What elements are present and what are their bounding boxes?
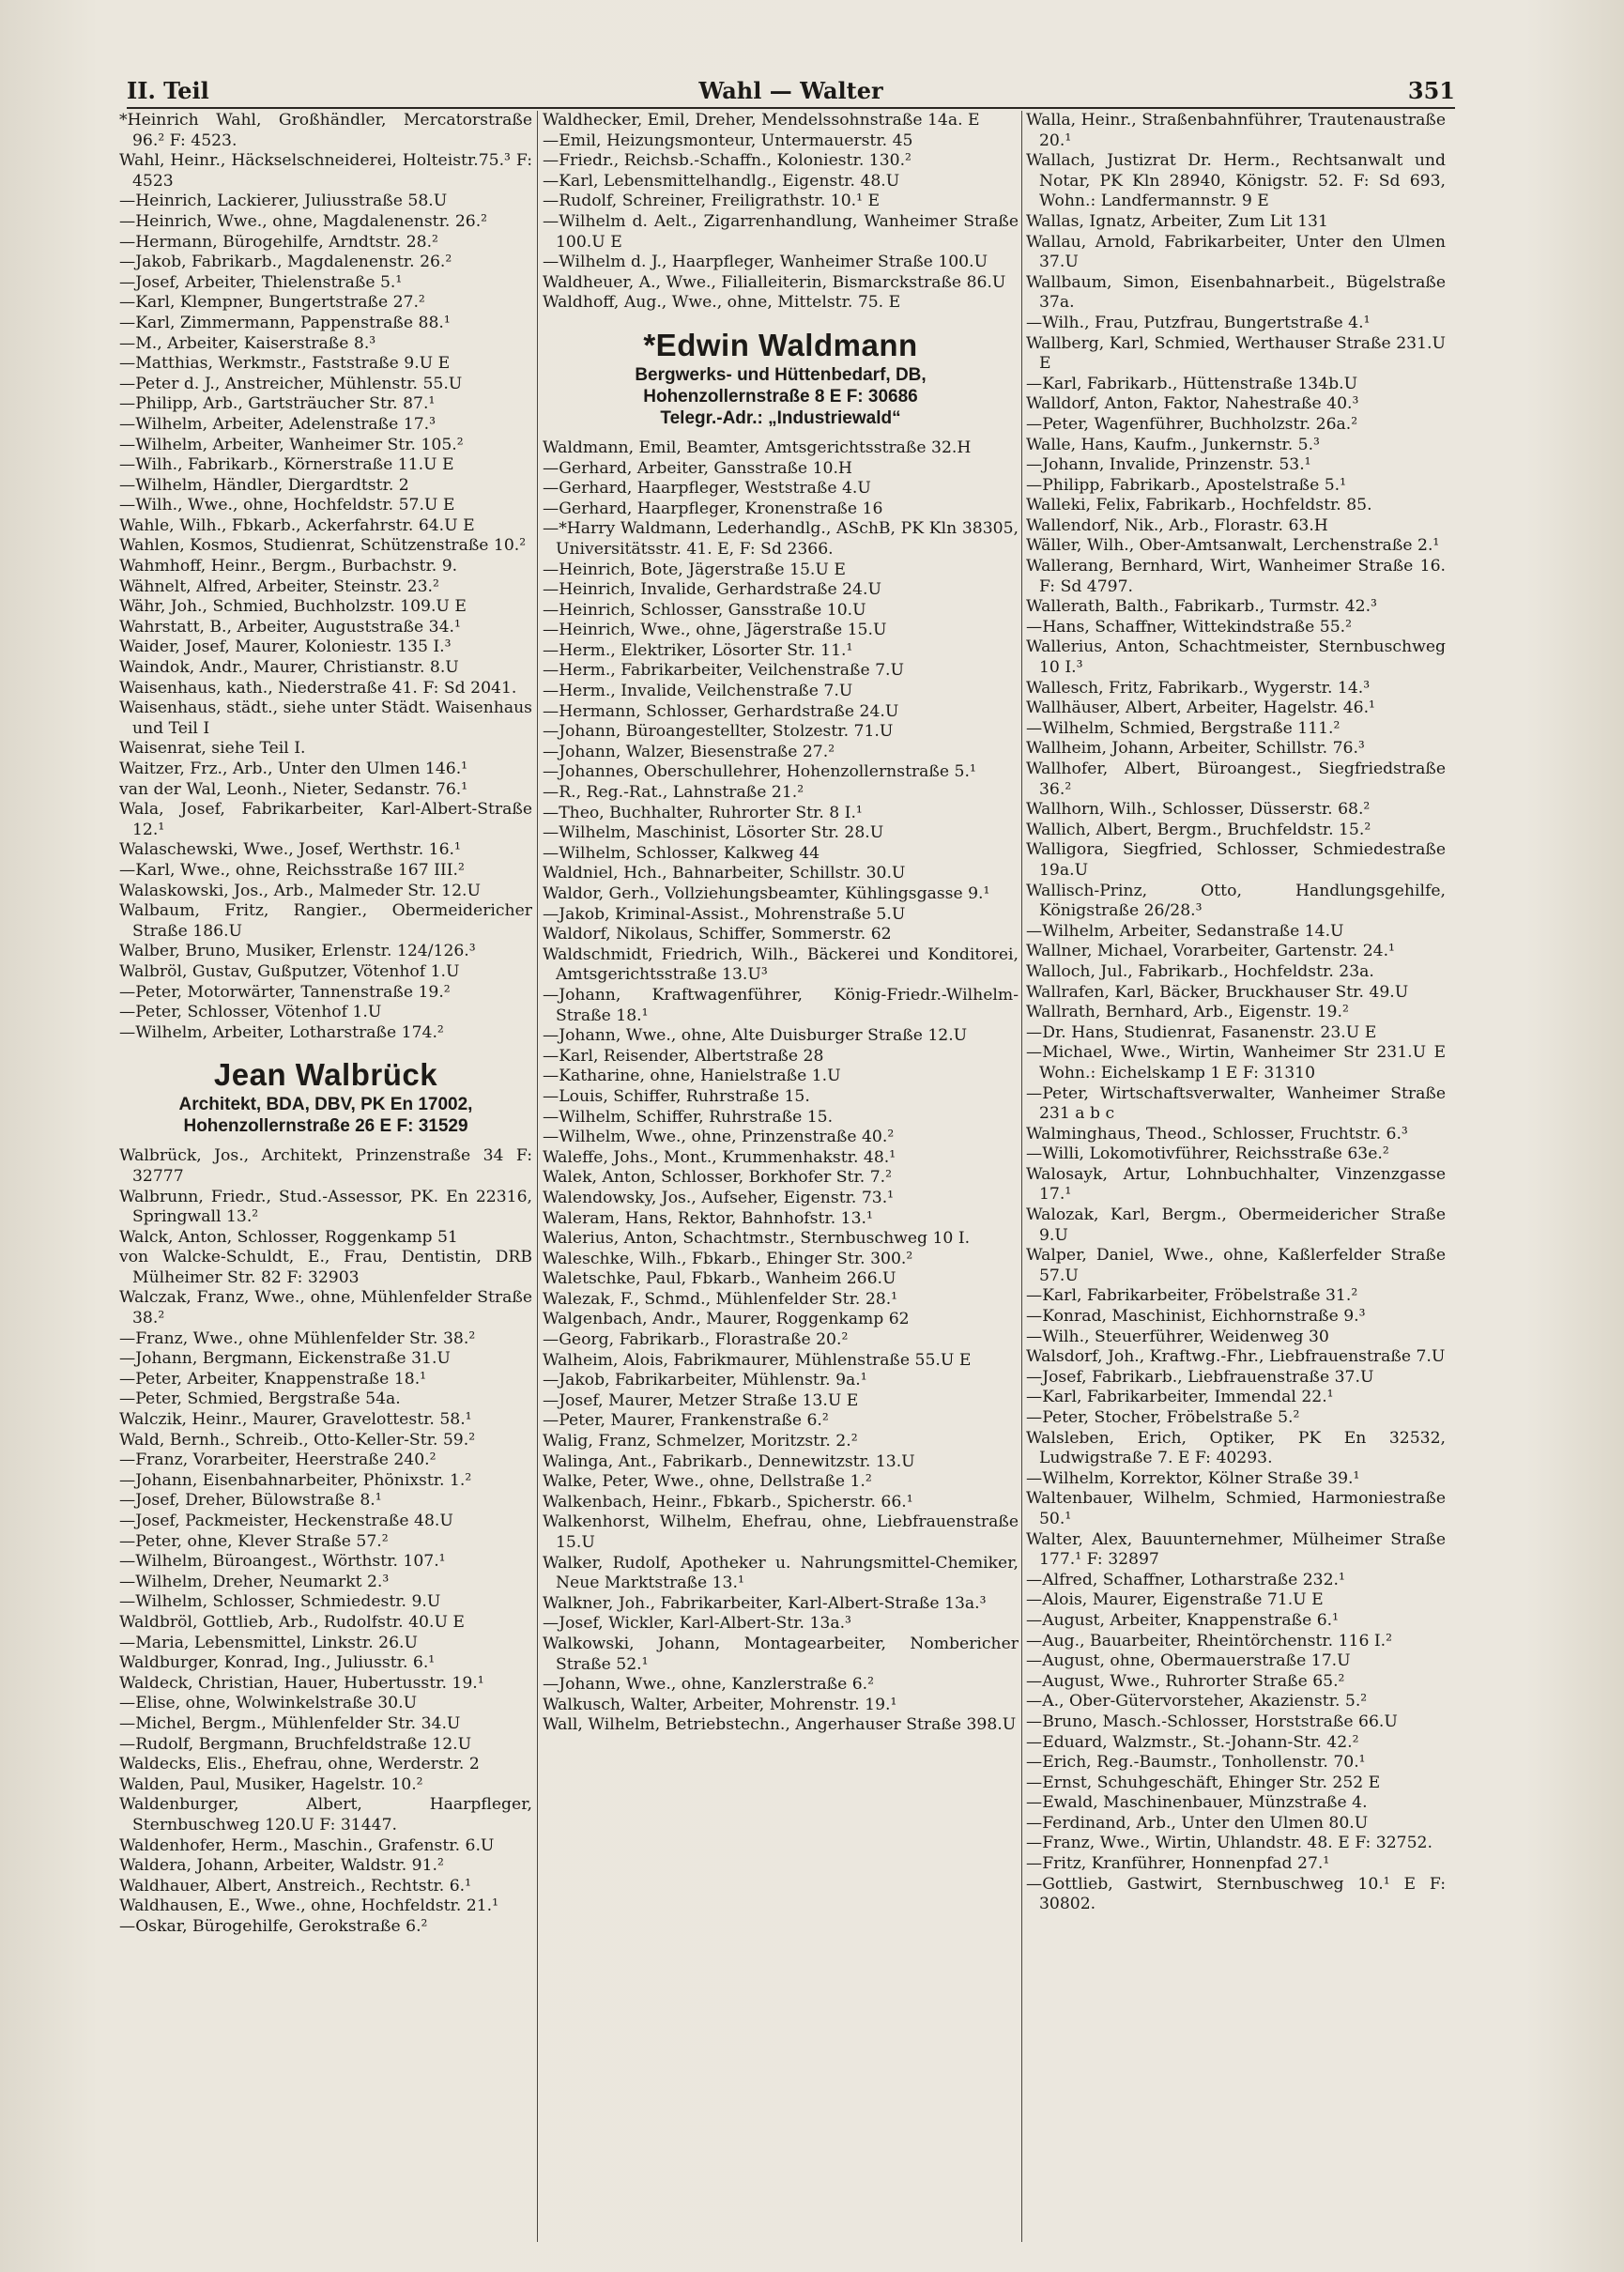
directory-entry: —*Harry Waldmann, Lederhandlg., ASchB, PK Kln 38305, Universitätsstr. 41. E, F: Sd 2366. [543, 519, 1019, 559]
directory-entry: Walig, Franz, Schmelzer, Moritzstr. 2.² [543, 1432, 858, 1451]
directory-entry: Wallrafen, Karl, Bäcker, Bruckhauser Str. 49.U [1026, 982, 1409, 1002]
directory-entry: —Eduard, Walzmstr., St.-Johann-Str. 42.² [1026, 1732, 1359, 1752]
directory-entry: —Peter, Maurer, Frankenstraße 6.² [543, 1411, 829, 1431]
directory-entry: —Wilhelm, Arbeiter, Adelenstraße 17.³ [119, 414, 436, 434]
directory-entry: Waindok, Andr., Maurer, Christianstr. 8.U [119, 658, 459, 678]
directory-entry: —Wilhelm, Maschinist, Lösorter Str. 28.U [543, 823, 884, 843]
directory-entry: —Franz, Wwe., Wirtin, Uhlandstr. 48. E F: 32752. [1026, 1834, 1432, 1853]
directory-entry: —Peter, Schmied, Bergstraße 54a. [119, 1389, 401, 1409]
directory-entry: Wahlen, Kosmos, Studienrat, Schützenstraße 10.² [119, 536, 527, 556]
directory-entry: —Aug., Bauarbeiter, Rheintörchenstr. 116 I.² [1026, 1631, 1393, 1650]
directory-entry: —Michael, Wwe., Wirtin, Wanheimer Str 231.U E Wohn.: Eichelskamp 1 E F: 31310 [1026, 1043, 1446, 1082]
directory-entry: Walsdorf, Joh., Kraftwg.-Fhr., Liebfrauenstraße 7.U [1026, 1347, 1446, 1367]
directory-entry: Waldbröl, Gottlieb, Arb., Rudolfstr. 40.U E [119, 1612, 465, 1632]
directory-entry: *Heinrich Wahl, Großhändler, Mercatorstraße 96.² F: 4523. [119, 111, 532, 150]
ad-line: Hohenzollernstraße 26 E F: 31529 [183, 1116, 468, 1137]
directory-entry: —August, Wwe., Ruhrorter Straße 65.² [1026, 1671, 1345, 1691]
directory-entry: —Wilh., Fabrikarb., Körnerstraße 11.U E [119, 455, 454, 475]
directory-entry: —Josef, Packmeister, Heckenstraße 48.U [119, 1512, 453, 1530]
directory-entry: —Franz, Wwe., ohne Mühlenfelder Str. 38.² [119, 1328, 476, 1348]
directory-entry: —Karl, Zimmermann, Pappenstraße 88.¹ [119, 313, 451, 332]
directory-entry: —Wilhelm d. Aelt., Zigarrenhandlung, Wanheimer Straße 100.U E [543, 211, 1019, 252]
directory-entry: —Gerhard, Haarpfleger, Weststraße 4.U [543, 479, 871, 499]
directory-entry: —Theo, Buchhalter, Ruhrorter Str. 8 I.¹ [543, 803, 863, 822]
directory-entry: Waldniel, Hch., Bahnarbeiter, Schillstr. 30.U [543, 864, 906, 883]
directory-entry: —Josef, Arbeiter, Thielenstraße 5.¹ [119, 272, 403, 292]
directory-entry: —Oskar, Bürogehilfe, Gerokstraße 6.² [119, 1916, 428, 1936]
directory-entry: —Gottlieb, Gastwirt, Sternbuschweg 10.¹ E F: 30802. [1026, 1874, 1446, 1914]
directory-entry: Waider, Josef, Maurer, Koloniestr. 135 I.³ [119, 637, 452, 657]
directory-entry: —Wilh., Wwe., ohne, Hochfeldstr. 57.U E [119, 496, 455, 515]
directory-entry: Wallendorf, Nik., Arb., Florastr. 63.H [1026, 515, 1328, 535]
directory-entry: —Herm., Elektriker, Lösorter Str. 11.¹ [543, 640, 853, 660]
directory-entry: —Maria, Lebensmittel, Linkstr. 26.U [119, 1633, 418, 1652]
directory-entry: Wallesch, Fritz, Fabrikarb., Wygerstr. 14.³ [1026, 678, 1371, 698]
running-head: Wahl — Walter [698, 77, 883, 104]
directory-entry: Wallheim, Johann, Arbeiter, Schillstr. 76.³ [1026, 739, 1365, 759]
directory-entry: —Johann, Eisenbahnarbeiter, Phönixstr. 1.² [119, 1470, 472, 1490]
directory-entry: —Herm., Invalide, Veilchenstraße 7.U [543, 682, 853, 701]
directory-entry: Wallbaum, Simon, Eisenbahnarbeit., Bügelstraße 37a. [1026, 272, 1446, 313]
directory-entry: Wallach, Justizrat Dr. Herm., Rechtsanwalt und Notar, PK Kln 28940, Königstr. 52. F: Sd 693, Wohn.: Landfermannstr. 9 E [1026, 151, 1446, 211]
directory-entry: Walligora, Siegfried, Schlosser, Schmiedestraße 19a.U [1026, 840, 1446, 880]
page-header [127, 77, 1455, 109]
directory-entry: Walker, Rudolf, Apotheker u. Nahrungsmittel-Chemiker, Neue Marktstraße 13.¹ [543, 1553, 1019, 1593]
directory-entry: Walezak, F., Schmd., Mühlenfelder Str. 28.¹ [543, 1289, 898, 1309]
directory-entry: —Hans, Schaffner, Wittekindstraße 55.² [1026, 617, 1353, 637]
directory-entry: Walldorf, Anton, Faktor, Nahestraße 40.³ [1026, 394, 1359, 414]
directory-entry: —Philipp, Fabrikarb., Apostelstraße 5.¹ [1026, 475, 1346, 495]
directory-entry: —Josef, Fabrikarb., Liebfrauenstraße 37.U [1026, 1367, 1374, 1387]
directory-entry: —Johann, Kraftwagenführer, König-Friedr.-Wilhelm-Straße 18.¹ [543, 985, 1019, 1025]
directory-entry: Waldorf, Nikolaus, Schiffer, Sommerstr. 62 [543, 925, 892, 944]
directory-entry: —Erich, Reg.-Baumstr., Tonhollenstr. 70.¹ [1026, 1753, 1366, 1773]
directory-entry: —Fritz, Kranführer, Honnenpfad 27.¹ [1026, 1854, 1330, 1874]
directory-entry: —Ewald, Maschinenbauer, Münzstraße 4. [1026, 1793, 1368, 1813]
directory-entry: —Willi, Lokomotivführer, Reichsstraße 63e.² [1026, 1144, 1389, 1164]
directory-entry: Wallerang, Bernhard, Wirt, Wanheimer Straße 16. F: Sd 4797. [1026, 557, 1446, 596]
directory-entry: —Peter, Wirtschaftsverwalter, Wanheimer Straße 231 a b c [1026, 1083, 1446, 1124]
ad-name: Jean Walbrück [213, 1057, 438, 1093]
directory-entry: —Heinrich, Lackierer, Juliusstraße 58.U [119, 192, 448, 211]
directory-entry: —Franz, Vorarbeiter, Heerstraße 240.² [119, 1451, 437, 1470]
directory-entry: Waldecks, Elis., Ehefrau, ohne, Werderstr. 2 [119, 1755, 480, 1774]
directory-entry: Waldburger, Konrad, Ing., Juliusstr. 6.¹ [119, 1653, 436, 1673]
directory-entry: —Wilhelm, Korrektor, Kölner Straße 39.¹ [1026, 1468, 1360, 1488]
directory-entry: —Emil, Heizungsmonteur, Untermauerstr. 45 [543, 130, 913, 150]
ad-line: Hohenzollernstraße 8 E F: 30686 [643, 386, 918, 407]
directory-entry: —Peter, Wagenführer, Buchholzstr. 26a.² [1026, 414, 1358, 434]
directory-entry: —Karl, Lebensmittelhandlg., Eigenstr. 48.U [543, 171, 900, 191]
directory-entry: Walosayk, Artur, Lohnbuchhalter, Vinzenzgasse 17.¹ [1026, 1164, 1446, 1205]
directory-entry: —Wilhelm, Arbeiter, Sedanstraße 14.U [1026, 921, 1344, 941]
directory-entry: Walden, Paul, Musiker, Hagelstr. 10.² [119, 1774, 423, 1794]
directory-entry: —Wilhelm, Händler, Diergardtstr. 2 [119, 475, 409, 495]
column-divider [537, 111, 538, 2242]
directory-entry: —Karl, Fabrikarbeiter, Fröbelstraße 31.² [1026, 1286, 1358, 1306]
directory-entry: Wallerius, Anton, Schachtmeister, Sternbuschweg 10 I.³ [1026, 637, 1446, 678]
directory-entry: Walminghaus, Theod., Schlosser, Fruchtstr. 6.³ [1026, 1124, 1408, 1144]
directory-entry: —Louis, Schiffer, Ruhrstraße 15. [543, 1086, 810, 1106]
directory-entry: Walheim, Alois, Fabrikmaurer, Mühlenstraße 55.U E [543, 1350, 972, 1370]
directory-entry: Walkusch, Walter, Arbeiter, Mohrenstr. 19.¹ [543, 1695, 897, 1714]
directory-entry: Wallhorn, Wilh., Schlosser, Düsserstr. 68.² [1026, 800, 1371, 820]
directory-entry: Wallerath, Balth., Fabrikarb., Turmstr. 42.³ [1026, 597, 1377, 617]
directory-entry: Waldenburger, Albert, Haarpfleger, Sternbuschweg 120.U F: 31447. [119, 1795, 532, 1834]
directory-entry: Walgenbach, Andr., Maurer, Roggenkamp 62 [543, 1310, 910, 1329]
directory-entry: —Wilhelm, Büroangest., Wörthstr. 107.¹ [119, 1552, 446, 1572]
page-number: 351 [1407, 77, 1455, 104]
directory-entry: —Karl, Klempner, Bungertstraße 27.² [119, 293, 425, 313]
directory-entry: Waltenbauer, Wilhelm, Schmied, Harmoniestraße 50.¹ [1026, 1489, 1446, 1528]
directory-entry: —Gerhard, Haarpfleger, Kronenstraße 16 [543, 499, 883, 518]
column-1 [119, 111, 532, 2242]
directory-entry: —Johann, Walzer, Biesenstraße 27.² [543, 742, 835, 761]
directory-entry: —Heinrich, Bote, Jägerstraße 15.U E [543, 560, 846, 579]
directory-entry: —Peter d. J., Anstreicher, Mühlenstr. 55.U [119, 374, 463, 393]
directory-entry: —Jakob, Fabrikarb., Magdalenenstr. 26.² [119, 253, 452, 272]
directory-entry: —Herm., Fabrikarbeiter, Veilchenstraße 7.U [543, 661, 904, 681]
directory-entry: Wallberg, Karl, Schmied, Werthauser Straße 231.U E [1026, 333, 1446, 374]
directory-entry: Waldmann, Emil, Beamter, Amtsgerichtsstraße 32.H [543, 438, 972, 457]
directory-entry: Wähnelt, Alfred, Arbeiter, Steinstr. 23.² [119, 576, 439, 596]
directory-entry: —Josef, Maurer, Metzer Straße 13.U E [543, 1390, 859, 1410]
directory-entry: —R., Reg.-Rat., Lahnstraße 21.² [543, 783, 804, 803]
directory-entry: Wald, Bernh., Schreib., Otto-Keller-Str. 59.² [119, 1430, 476, 1450]
directory-entry: Wallhäuser, Albert, Arbeiter, Hagelstr. 46.¹ [1026, 698, 1375, 718]
advertisement-waldmann [543, 327, 1019, 429]
column-divider [1021, 111, 1022, 2242]
directory-entry: Waisenhaus, kath., Niederstraße 41. F: Sd 2041. [119, 678, 517, 698]
directory-entry: Wahle, Wilh., Fbkarb., Ackerfahrstr. 64.U E [119, 515, 475, 535]
directory-entry: —Matthias, Werkmstr., Faststraße 9.U E [119, 354, 451, 374]
directory-entry: Walczak, Franz, Wwe., ohne, Mühlenfelder Straße 38.² [119, 1288, 532, 1328]
directory-entry: —August, Arbeiter, Knappenstraße 6.¹ [1026, 1610, 1340, 1630]
directory-entry: —Alfred, Schaffner, Lotharstraße 232.¹ [1026, 1570, 1345, 1589]
part-label: II. Teil [127, 77, 209, 104]
directory-entry: Wallhofer, Albert, Büroangest., Siegfriedstraße 36.² [1026, 760, 1446, 799]
directory-entry: Walkenbach, Heinr., Fbkarb., Spicherstr. 66.¹ [543, 1492, 913, 1512]
directory-entry: —Hermann, Bürogehilfe, Arndtstr. 28.² [119, 232, 438, 252]
directory-entry: van der Wal, Leonh., Nieter, Sedanstr. 76.¹ [119, 779, 468, 799]
directory-entry: Walloch, Jul., Fabrikarb., Hochfeldstr. 23a. [1026, 961, 1374, 981]
directory-entry: —Wilh., Steuerführer, Weidenweg 30 [1026, 1327, 1329, 1346]
directory-entry: —Heinrich, Schlosser, Gansstraße 10.U [543, 600, 866, 620]
directory-entry: Währ, Joh., Schmied, Buchholzstr. 109.U E [119, 597, 467, 617]
directory-entry: —Johann, Büroangestellter, Stolzestr. 71.U [543, 722, 894, 742]
directory-entry: Walke, Peter, Wwe., ohne, Dellstraße 1.² [543, 1472, 872, 1492]
directory-entry: Walter, Alex, Bauunternehmer, Mülheimer Straße 177.¹ F: 32897 [1026, 1529, 1446, 1570]
directory-entry: —Johann, Bergmann, Eickenstraße 31.U [119, 1349, 451, 1369]
ad-line: Architekt, BDA, DBV, PK En 17002, [178, 1095, 473, 1115]
directory-entry: Walleki, Felix, Fabrikarb., Hochfeldstr. 85. [1026, 496, 1372, 515]
directory-entry: Walendowsky, Jos., Aufseher, Eigenstr. 73.¹ [543, 1188, 895, 1207]
directory-entry: Waletschke, Paul, Fbkarb., Wanheim 266.U [543, 1269, 896, 1289]
directory-entry: —Ferdinand, Arb., Unter den Ulmen 80.U [1026, 1813, 1369, 1833]
directory-entry: Wall, Wilhelm, Betriebstechn., Angerhauser Straße 398.U [543, 1715, 1017, 1735]
directory-entry: Waleschke, Wilh., Fbkarb., Ehinger Str. 300.² [543, 1249, 913, 1268]
column-2 [543, 111, 1019, 2242]
directory-entry: —Wilhelm, Arbeiter, Wanheimer Str. 105.² [119, 435, 464, 454]
directory-entry: Wallrath, Bernhard, Arb., Eigenstr. 19.² [1026, 1003, 1349, 1022]
directory-entry: Waldhauer, Albert, Anstreich., Rechtstr. 6.¹ [119, 1876, 472, 1896]
directory-entry: Wahl, Heinr., Häckselschneiderei, Holteistr.75.³ F: 4523 [119, 151, 532, 191]
directory-entry: Walaschewski, Wwe., Josef, Werthstr. 16.¹ [119, 840, 461, 860]
directory-entry: Walaskowski, Jos., Arb., Malmeder Str. 12.U [119, 881, 482, 900]
directory-entry: —Wilhelm, Dreher, Neumarkt 2.³ [119, 1572, 390, 1591]
directory-entry: Waitzer, Frz., Arb., Unter den Ulmen 146.¹ [119, 760, 468, 778]
directory-entry: Walbröl, Gustav, Gußputzer, Vötenhof 1.U [119, 961, 460, 981]
directory-entry: —Gerhard, Arbeiter, Gansstraße 10.H [543, 458, 852, 478]
directory-entry: —Wilhelm, Schlosser, Schmiedestr. 9.U [119, 1592, 441, 1612]
directory-entry: —Dr. Hans, Studienrat, Fasanenstr. 23.U E [1026, 1022, 1377, 1042]
directory-entry: —Josef, Wickler, Karl-Albert-Str. 13a.³ [543, 1614, 851, 1634]
directory-entry: Waldera, Johann, Arbeiter, Waldstr. 91.² [119, 1856, 444, 1876]
directory-entry: Wahrstatt, B., Arbeiter, Auguststraße 34.¹ [119, 617, 461, 637]
directory-entry: —Peter, Schlosser, Vötenhof 1.U [119, 1003, 382, 1022]
directory-entry: —Heinrich, Invalide, Gerhardstraße 24.U [543, 580, 881, 600]
directory-entry: Walek, Anton, Schlosser, Borkhofer Str. 7.² [543, 1168, 893, 1188]
directory-entry: Walbrunn, Friedr., Stud.-Assessor, PK. En 22316, Springwall 13.² [119, 1187, 532, 1227]
directory-entry: —Katharine, ohne, Hanielstraße 1.U [543, 1067, 841, 1086]
directory-entry: Walerius, Anton, Schachtmstr., Sternbuschweg 10 I. [543, 1229, 971, 1249]
directory-entry: —Peter, Stocher, Fröbelstraße 5.² [1026, 1408, 1300, 1427]
directory-entry: —Konrad, Maschinist, Eichhornstraße 9.³ [1026, 1307, 1366, 1327]
directory-entry: —Jakob, Fabrikarbeiter, Mühlenstr. 9a.¹ [543, 1371, 867, 1390]
directory-entry: Waisenhaus, städt., siehe unter Städt. Waisenhaus und Teil I [119, 698, 532, 738]
directory-entry: Walper, Daniel, Wwe., ohne, Kaßlerfelder Straße 57.U [1026, 1246, 1446, 1285]
directory-entry: Wallau, Arnold, Fabrikarbeiter, Unter den Ulmen 37.U [1026, 232, 1446, 272]
directory-entry: Waldschmidt, Friedrich, Wilh., Bäckerei und Konditorei, Amtsgerichtsstraße 13.U³ [543, 944, 1019, 985]
directory-entry: —Rudolf, Schreiner, Freiligrathstr. 10.¹ E [543, 192, 881, 211]
ad-name: *Edwin Waldmann [643, 327, 918, 362]
directory-entry: —Johann, Wwe., ohne, Alte Duisburger Straße 12.U [543, 1026, 968, 1046]
directory-entry: —Karl, Wwe., ohne, Reichsstraße 167 III.² [119, 860, 465, 880]
directory-entry: Waisenrat, siehe Teil I. [119, 739, 306, 759]
directory-entry: Waldhoff, Aug., Wwe., ohne, Mittelstr. 75. E [543, 293, 901, 313]
directory-entry: Waldor, Gerh., Vollziehungsbeamter, Kühlingsgasse 9.¹ [543, 884, 990, 903]
directory-entry: —Peter, Motorwärter, Tannenstraße 19.² [119, 982, 451, 1002]
directory-entry: Waldheuer, A., Wwe., Filialleiterin, Bismarckstraße 86.U [543, 272, 1006, 292]
directory-entry: Wallich, Albert, Bergm., Bruchfeldstr. 15.² [1026, 820, 1371, 839]
directory-entry: —Elise, ohne, Wolwinkelstraße 30.U [119, 1694, 418, 1713]
directory-entry: —M., Arbeiter, Kaiserstraße 8.³ [119, 333, 376, 353]
directory-entry: —Ernst, Schuhgeschäft, Ehinger Str. 252 E [1026, 1773, 1381, 1792]
directory-entry: —A., Ober-Gütervorsteher, Akazienstr. 5.² [1026, 1692, 1368, 1712]
directory-entry: —Heinrich, Wwe., ohne, Jägerstraße 15.U [543, 621, 887, 640]
advertisement-walbrueck [119, 1056, 532, 1137]
ad-line: Telegr.-Adr.: „Industriewald“ [660, 407, 901, 428]
directory-entry: Walozak, Karl, Bergm., Obermeidericher Straße 9.U [1026, 1205, 1446, 1245]
directory-entry: Wahmhoff, Heinr., Bergm., Burbachstr. 9. [119, 557, 458, 576]
directory-entry: —Johann, Invalide, Prinzenstr. 53.¹ [1026, 455, 1311, 475]
directory-entry: Walla, Heinr., Straßenbahnführer, Trautenaustraße 20.¹ [1026, 111, 1446, 150]
directory-entry: —Georg, Fabrikarb., Florastraße 20.² [543, 1330, 849, 1350]
directory-entry: —Friedr., Reichsb.-Schaffn., Koloniestr. 130.² [543, 151, 912, 171]
directory-entry: Waldhecker, Emil, Dreher, Mendelssohnstraße 14a. E [543, 111, 980, 130]
directory-entry: Waleffe, Johs., Mont., Krummenhakstr. 48.¹ [543, 1147, 896, 1167]
directory-entry: —Wilhelm, Schlosser, Kalkweg 44 [543, 843, 820, 863]
directory-entry: —Wilhelm, Arbeiter, Lotharstraße 174.² [119, 1022, 444, 1042]
directory-entry: —Wilh., Frau, Putzfrau, Bungertstraße 4.¹ [1026, 313, 1371, 332]
directory-entry: —Peter, ohne, Klever Straße 57.² [119, 1531, 389, 1551]
directory-entry: Waldhausen, E., Wwe., ohne, Hochfeldstr. 21.¹ [119, 1896, 499, 1916]
directory-entry: —Hermann, Schlosser, Gerhardstraße 24.U [543, 701, 899, 721]
directory-entry: Wallner, Michael, Vorarbeiter, Gartenstr. 24.¹ [1026, 942, 1395, 961]
directory-entry: Wallas, Ignatz, Arbeiter, Zum Lit 131 [1026, 211, 1328, 231]
directory-entry: Waldeck, Christian, Hauer, Hubertusstr. 19.¹ [119, 1673, 484, 1693]
directory-entry: —Heinrich, Wwe., ohne, Magdalenenstr. 26.² [119, 211, 488, 231]
directory-entry: Walbrück, Jos., Architekt, Prinzenstraße 34 F: 32777 [119, 1146, 532, 1186]
directory-entry: —Johann, Wwe., ohne, Kanzlerstraße 6.² [543, 1675, 875, 1695]
directory-entry: Walsleben, Erich, Optiker, PK En 32532, Ludwigstraße 7. E F: 40293. [1026, 1428, 1446, 1468]
directory-entry: —Peter, Arbeiter, Knappenstraße 18.¹ [119, 1369, 427, 1389]
directory-entry: Waleram, Hans, Rektor, Bahnhofstr. 13.¹ [543, 1208, 873, 1228]
directory-entry: Walczik, Heinr., Maurer, Gravelottestr. 58.¹ [119, 1410, 472, 1430]
directory-entry: Walber, Bruno, Musiker, Erlenstr. 124/126.³ [119, 942, 476, 961]
directory-entry: Wäller, Wilh., Ober-Amtsanwalt, Lerchenstraße 2.¹ [1026, 536, 1440, 556]
directory-entry: —August, ohne, Obermauerstraße 17.U [1026, 1651, 1351, 1671]
directory-entry: Walkner, Joh., Fabrikarbeiter, Karl-Albert-Straße 13a.³ [543, 1593, 987, 1613]
directory-entry: Walle, Hans, Kaufm., Junkernstr. 5.³ [1026, 435, 1320, 454]
directory-entry: —Wilhelm, Schmied, Bergstraße 111.² [1026, 718, 1341, 738]
directory-entry: Wala, Josef, Fabrikarbeiter, Karl-Albert-Straße 12.¹ [119, 800, 532, 839]
directory-entry: Wallisch-Prinz, Otto, Handlungsgehilfe, Königstraße 26/28.³ [1026, 881, 1446, 921]
directory-entry: Walinga, Ant., Fabrikarb., Dennewitzstr. 13.U [543, 1451, 915, 1471]
directory-entry: —Karl, Fabrikarb., Hüttenstraße 134b.U [1026, 374, 1358, 393]
directory-entry: —Johannes, Oberschullehrer, Hohenzollernstraße 5.¹ [543, 762, 976, 782]
directory-entry: —Karl, Fabrikarbeiter, Immendal 22.¹ [1026, 1388, 1334, 1407]
directory-entry: —Alois, Maurer, Eigenstraße 71.U E [1026, 1590, 1324, 1610]
directory-entry: Waldenhofer, Herm., Maschin., Grafenstr. 6.U [119, 1835, 495, 1855]
directory-entry: Walbaum, Fritz, Rangier., Obermeidericher Straße 186.U [119, 901, 532, 941]
directory-entry: —Philipp, Arb., Gartsträucher Str. 87.¹ [119, 394, 436, 414]
directory-entry: Walkowski, Johann, Montagearbeiter, Nombericher Straße 52.¹ [543, 1634, 1019, 1674]
column-3 [1026, 111, 1446, 2242]
directory-entry: Walck, Anton, Schlosser, Roggenkamp 51 [119, 1227, 458, 1247]
directory-entry: von Walcke-Schuldt, E., Frau, Dentistin, DRB Mülheimer Str. 82 F: 32903 [119, 1248, 532, 1287]
directory-entry: —Bruno, Masch.-Schlosser, Horststraße 66.U [1026, 1712, 1398, 1731]
directory-entry: —Rudolf, Bergmann, Bruchfeldstraße 12.U [119, 1734, 472, 1754]
directory-entry: Walkenhorst, Wilhelm, Ehefrau, ohne, Liebfrauenstraße 15.U [543, 1512, 1019, 1552]
directory-entry: —Michel, Bergm., Mühlenfelder Str. 34.U [119, 1713, 461, 1733]
ad-line: Bergwerks- und Hüttenbedarf, DB, [635, 364, 927, 385]
directory-entry: —Jakob, Kriminal-Assist., Mohrenstraße 5.U [543, 904, 906, 924]
directory-entry: —Wilhelm, Wwe., ohne, Prinzenstraße 40.² [543, 1128, 895, 1147]
directory-entry: —Wilhelm d. J., Haarpfleger, Wanheimer Straße 100.U [543, 253, 988, 272]
directory-entry: —Karl, Reisender, Albertstraße 28 [543, 1046, 824, 1066]
directory-entry: —Wilhelm, Schiffer, Ruhrstraße 15. [543, 1107, 834, 1127]
directory-entry: —Josef, Dreher, Bülowstraße 8.¹ [119, 1491, 382, 1511]
